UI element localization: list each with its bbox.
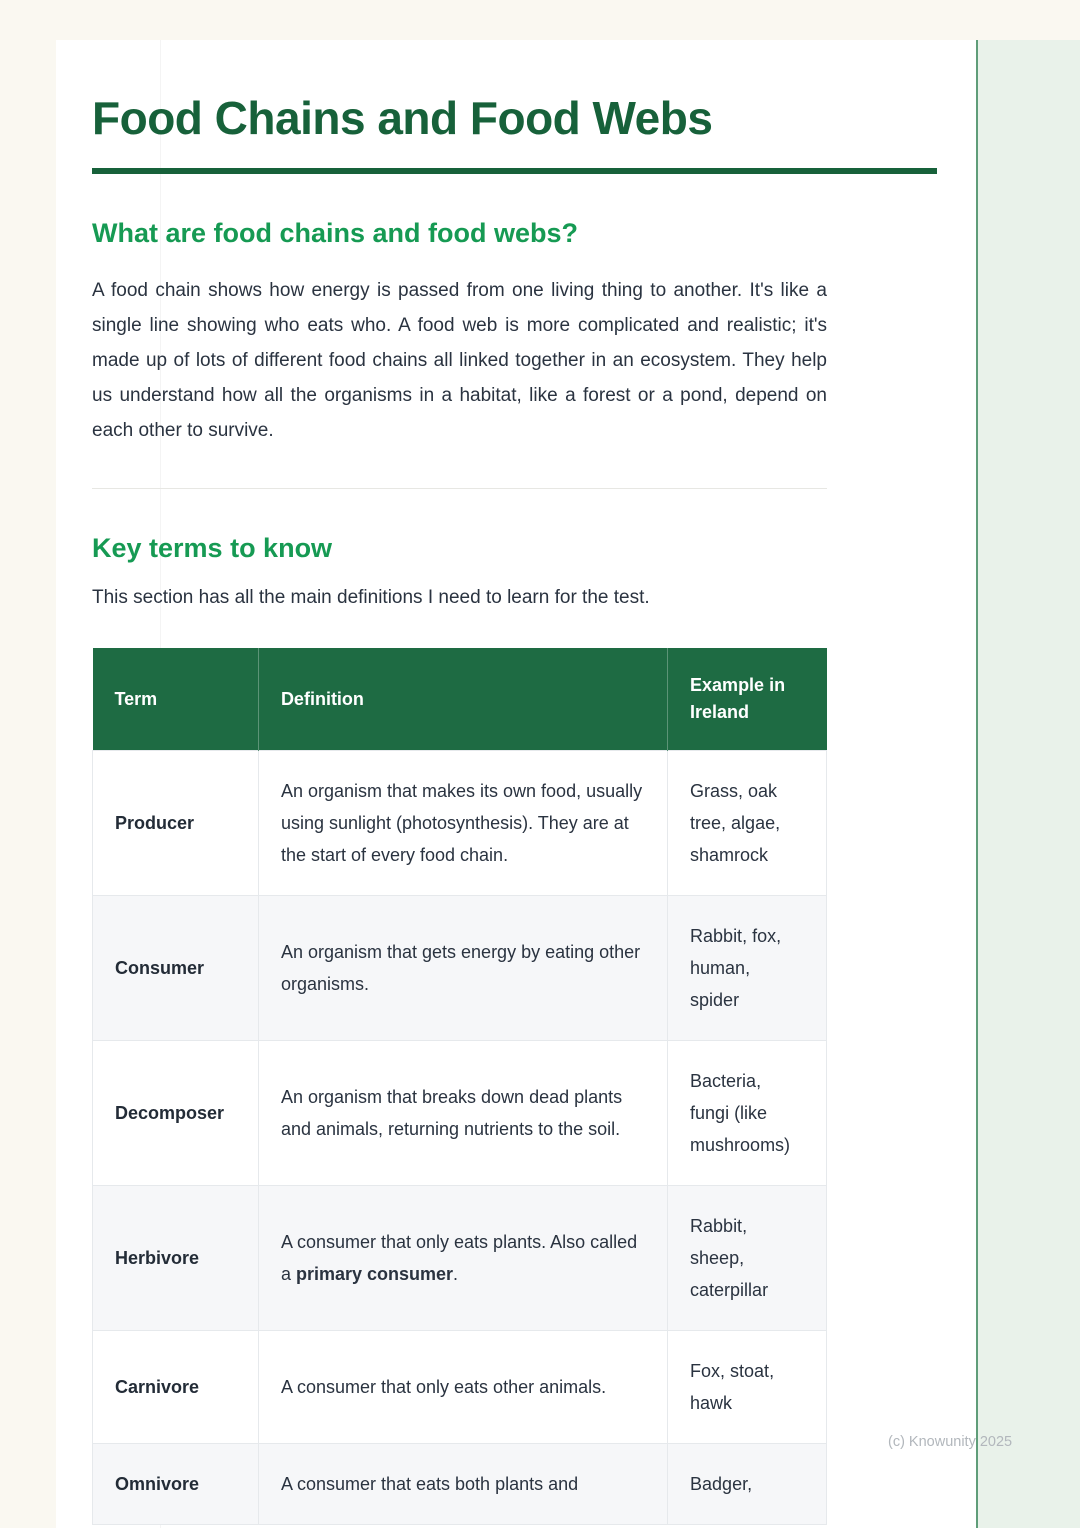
cell-term: Carnivore (93, 1331, 259, 1444)
table-row-decomposer (93, 1041, 827, 1186)
cell-example: Rabbit, sheep, caterpillar (668, 1186, 827, 1331)
header-cell-term: Term (93, 648, 259, 751)
cell-definition: An organism that makes its own food, usually using sunlight (photosynthesis). They are at the start of every food chain. (258, 751, 667, 896)
page-card (56, 40, 976, 1528)
cell-term: Omnivore (93, 1444, 259, 1525)
cell-term: Decomposer (93, 1041, 259, 1186)
table-body (93, 751, 827, 1525)
cell-example: Rabbit, fox, human, spider (668, 896, 827, 1041)
cell-term: Consumer (93, 896, 259, 1041)
section-heading-intro: What are food chains and food webs? (92, 218, 579, 248)
table-row-herbivore (93, 1186, 827, 1331)
definition-text: . (453, 1264, 459, 1284)
section-divider (92, 488, 827, 489)
table-row-carnivore (93, 1331, 827, 1444)
cell-definition: An organism that breaks down dead plants and animals, returning nutrients to the soil. (258, 1041, 667, 1186)
table-header (93, 648, 827, 751)
header-cell-definition: Definition (258, 648, 667, 751)
cell-term: Producer (93, 751, 259, 896)
page-side-strip (976, 40, 1080, 1528)
definition-bold-text: primary consumer (295, 1264, 454, 1284)
key-terms-intro-text: This section has all the main definitions I need to learn for the test. (92, 587, 650, 608)
table-header-row (93, 648, 827, 751)
table-row-consumer (93, 896, 827, 1041)
table-row-producer (93, 751, 827, 896)
page-title: Food Chains and Food Webs (92, 92, 713, 144)
cell-example: Fox, stoat, hawk (668, 1331, 827, 1444)
cell-definition (258, 1186, 667, 1331)
title-rule (92, 168, 937, 174)
section-heading-key-terms: Key terms to know (92, 533, 333, 563)
key-terms-table (92, 648, 827, 1525)
intro-text: A food chain shows how energy is passed from one living thing to another. It's like a single line showing who eats who. A food web is more complicated and realistic; it's made up of lots of different food chains all linked together in an ecosystem. They help us understand how all the organisms in a habitat, like a forest or a pond, depend on each other to survive. (92, 280, 827, 441)
cell-term: Herbivore (93, 1186, 259, 1331)
cell-example: Bacteria, fungi (like mushrooms) (668, 1041, 827, 1186)
cell-example: Grass, oak tree, algae, shamrock (668, 751, 827, 896)
header-cell-example: Example in Ireland (668, 648, 827, 751)
cell-example: Badger, (668, 1444, 827, 1525)
cell-definition: A consumer that eats both plants and (258, 1444, 667, 1525)
page-content (92, 40, 827, 1525)
definition-text: A consumer that only eats plants. Also called a (280, 1232, 638, 1284)
table-row-omnivore (93, 1444, 827, 1525)
watermark: (c) Knowunity 2025 (888, 1434, 1013, 1450)
cell-definition: A consumer that only eats other animals. (258, 1331, 667, 1444)
cell-definition: An organism that gets energy by eating other organisms. (258, 896, 667, 1041)
